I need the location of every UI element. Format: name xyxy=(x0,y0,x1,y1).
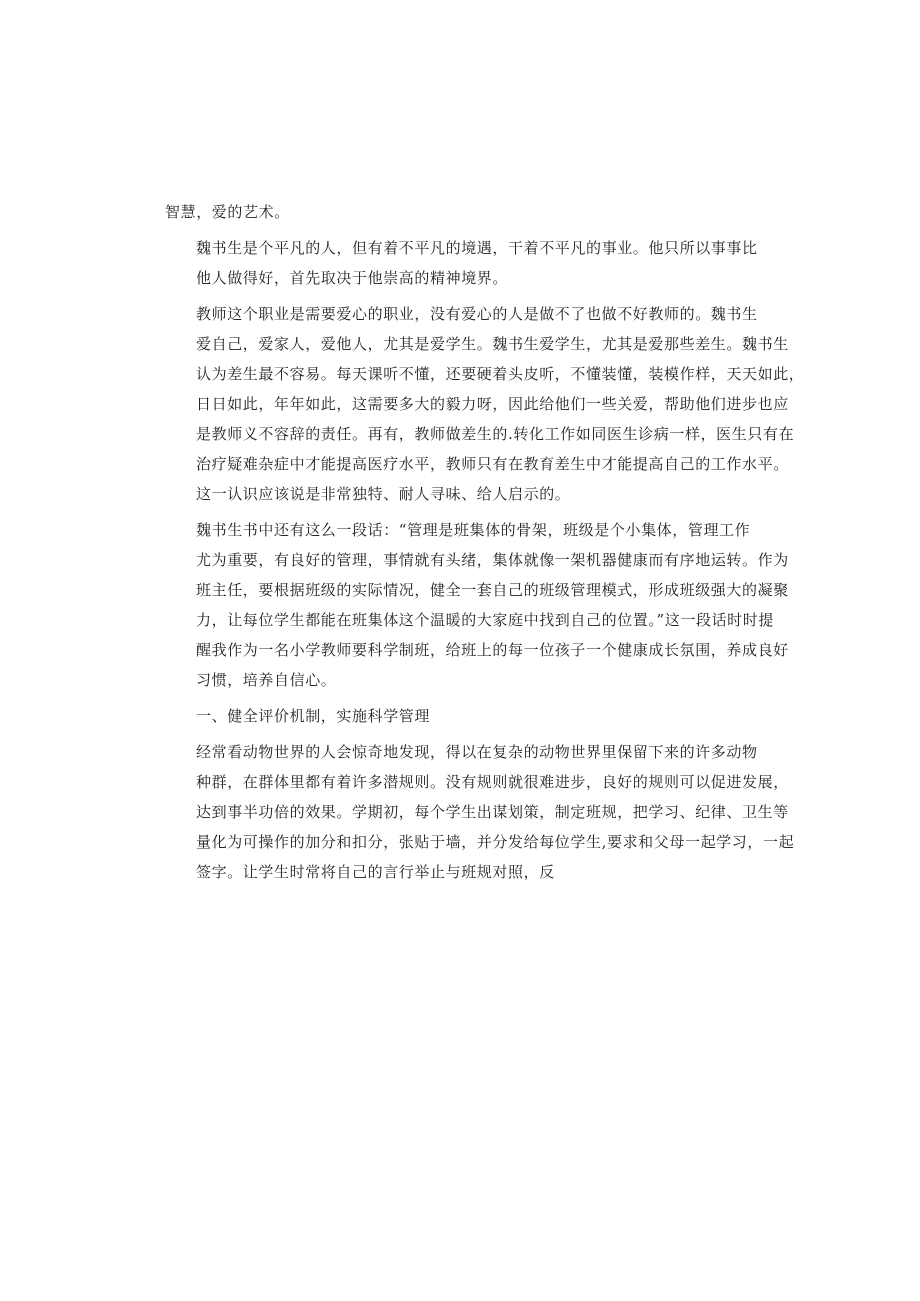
paragraph-1 xyxy=(165,197,757,227)
text-line: 治疗疑难杂症中才能提高医疗水平，教师只有在教育差生中才能提高自己的工作水平。 xyxy=(196,455,789,473)
text-line: 魏书生是个平凡的人，但有着不平凡的境遇，干着不平凡的事业。他只所以事事比 xyxy=(196,239,758,257)
text-line: 他人做得好，首先取决于他崇高的精神境界。 xyxy=(196,269,509,287)
text-line: 教师这个职业是需要爱心的职业，没有爱心的人是做不了也做不好教师的。魏书生 xyxy=(196,305,758,323)
text-line: 日日如此，年年如此，这需要多大的毅力呀，因此给他们一些关爱，帮助他们进步也应 xyxy=(196,395,789,413)
text-line: 签字。让学生时常将自己的言行举止与班规对照，反 xyxy=(196,863,555,881)
text-line: 尤为重要，有良好的管理，事情就有头绪，集体就像一架机器健康而有序地运转。作为 xyxy=(196,551,789,569)
text-line: 醒我作为一名小学教师要科学制班，给班上的每一位孩子一个健康成长氛围，养成良好 xyxy=(196,641,789,659)
paragraph-3 xyxy=(165,299,805,509)
document-page xyxy=(165,197,805,893)
paragraph-6 xyxy=(165,737,795,887)
text-line: 认为差生最不容易。每天课听不懂，还要硬着头皮听，不懂装懂，装模作样，天天如此， xyxy=(196,365,805,383)
text-line: 量化为可操作的加分和扣分，张贴于墙，并分发给每位学生,要求和父母一起学习，一起 xyxy=(196,833,795,851)
section-heading xyxy=(165,701,757,731)
text-line: 习惯，培养自信心。 xyxy=(196,671,337,689)
text-line: 魏书生书中还有这么一段话：“管理是班集体的骨架，班级是个小集体，管理工作 xyxy=(196,521,751,539)
text-line: 智慧，爱的艺术。 xyxy=(165,203,290,221)
paragraph-4 xyxy=(165,515,789,695)
paragraph-2 xyxy=(165,233,757,293)
text-line: 达到事半功倍的效果。学期初，每个学生出谋划策，制定班规，把学习、纪律、卫生等 xyxy=(196,803,789,821)
text-line: 力，让每位学生都能在班集体这个温暖的大家庭中找到自己的位置。”这一段话时时提 xyxy=(196,611,774,629)
text-line: 经常看动物世界的人会惊奇地发现，得以在复杂的动物世界里保留下来的许多动物 xyxy=(196,743,758,761)
text-line: 种群，在群体里都有着许多潜规则。没有规则就很难进步，良好的规则可以促进发展， xyxy=(196,773,789,791)
text-line: 班主任，要根据班级的实际情况，健全一套自己的班级管理模式，形成班级强大的凝聚 xyxy=(196,581,789,599)
text-line: 这一认识应该说是非常独特、耐人寻味、给人启示的。 xyxy=(196,485,571,503)
text-line: 是教师义不容辞的责任。再有，教师做差生的.转化工作如同医生诊病一样，医生只有在 xyxy=(196,425,795,443)
text-line: 爱自己，爱家人，爱他人，尤其是爱学生。魏书生爱学生，尤其是爱那些差生。魏书生 xyxy=(196,335,789,353)
text-line: 一、健全评价机制，实施科学管理 xyxy=(196,707,431,725)
